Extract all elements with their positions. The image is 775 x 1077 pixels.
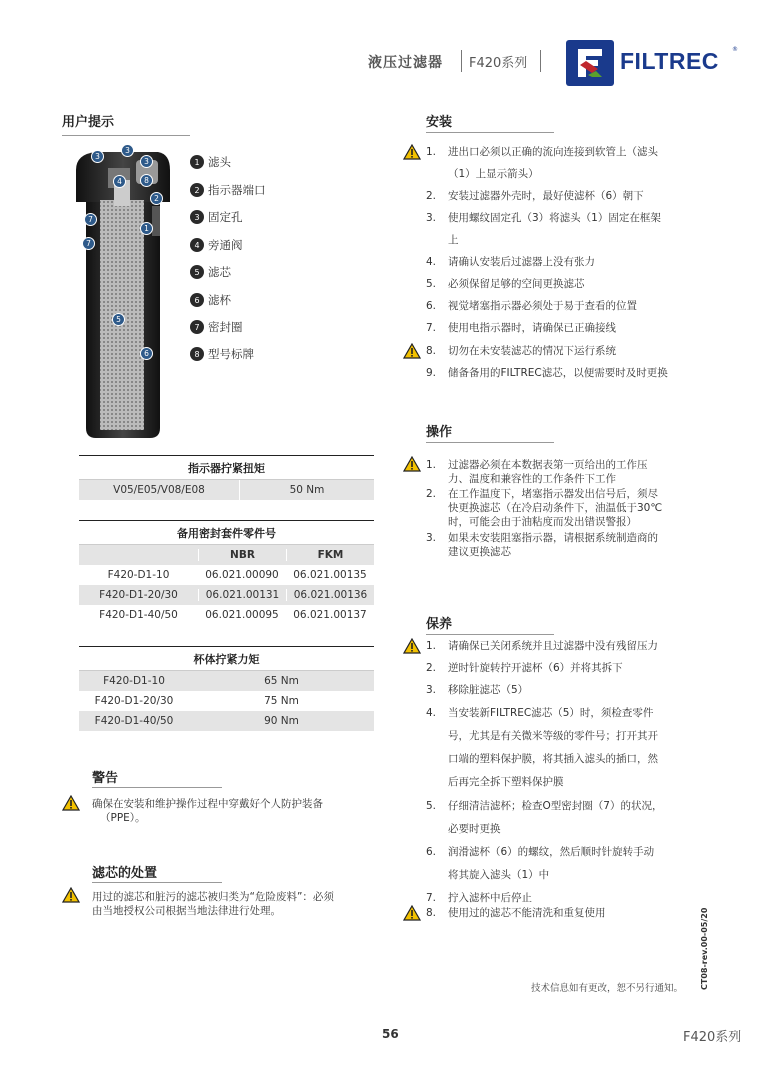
operation-title: 操作 (426, 425, 453, 440)
install-item-cont: 上 (448, 234, 459, 246)
filter-diagram (62, 140, 182, 442)
install-title: 安装 (426, 115, 453, 130)
brand-name: FILTREC (620, 48, 719, 74)
warning-triangle-icon (62, 795, 80, 811)
maintenance-item-cont: 口端的塑料保护膜，将其插入滤头的插口，然 (448, 753, 658, 765)
table-row: F420-D1-10 65 Nm (79, 671, 374, 691)
maintenance-item-cont: 号，尤其是有关微米等级的零件号；打开其开 (448, 730, 658, 742)
filtrec-logo-icon (566, 40, 614, 86)
diagram-marker: 7 (82, 237, 95, 250)
operation-item: 2. 在工作温度下，堵塞指示器发出信号后，须尽 快更换滤芯（在冷启动条件下，油温低于30℃ 时，可能会由于油粘度而发出错误警报） (426, 488, 663, 528)
diagram-marker: 3 (140, 155, 153, 168)
legend-item: 2 指示器端口 (190, 182, 266, 198)
filtrec-f-icon (574, 47, 606, 79)
diagram-marker: 7 (84, 213, 97, 226)
diagram-marker: 3 (91, 150, 104, 163)
operation-item: 1. 过滤器必须在本数据表第一页给出的工作压 力、温度和兼容性的工作条件下工作 (426, 459, 648, 485)
maintenance-item-cont: 必要时更换 (448, 823, 501, 835)
install-item: 8. 切勿在未安装滤芯的情况下运行系统 (426, 345, 616, 357)
legend-item: 3 固定孔 (190, 209, 243, 225)
disposal-text: 用过的滤芯和脏污的滤芯被归类为“危险废料”：必须 由当地授权公司根据当地法律进行处理。 (92, 891, 334, 917)
maintenance-item: 5. 仔细清洁滤杯；检查O型密封圈（7）的状况， (426, 800, 663, 812)
diagram-marker: 2 (150, 192, 163, 205)
warning-title: 警告 (92, 771, 119, 786)
header-divider (461, 50, 462, 72)
table-row: F420-D1-40/50 06.021.00095 06.021.00137 (99, 609, 367, 621)
footer-series: F420系列 (683, 1030, 742, 1045)
install-item: 9. 储备备用的FILTREC滤芯，以便需要时及时更换 (426, 367, 668, 379)
install-item: 6. 视觉堵塞指示器必须处于易于查看的位置 (426, 300, 637, 312)
table-title: 杯体拧紧力矩 (79, 647, 374, 671)
maintenance-item: 3. 移除脏滤芯（5） (426, 684, 529, 696)
section-underline (62, 135, 190, 136)
header-title: 液压过滤器 (368, 55, 443, 71)
install-item: 1. 进出口必须以正确的流向连接到软管上（滤头 (426, 146, 658, 158)
diagram-marker: 6 (140, 347, 153, 360)
maintenance-item: 2. 逆时针旋转拧开滤杯（6）并将其拆下 (426, 662, 623, 674)
warning-text: 确保在安装和维护操作过程中穿戴好个人防护装备 （PPE）。 (92, 798, 323, 824)
table-row: V05/E05/V08/E08 50 Nm (79, 480, 374, 500)
registered-mark: ® (732, 46, 738, 53)
page-number: 56 (382, 1027, 399, 1041)
diagram-marker: 5 (112, 313, 125, 326)
maintenance-item: 8. 使用过的滤芯不能清洗和重复使用 (426, 907, 606, 919)
user-tips-title: 用户提示 (62, 115, 115, 130)
warning-triangle-icon (403, 343, 421, 359)
warning-triangle-icon (403, 905, 421, 921)
warning-triangle-icon (62, 887, 80, 903)
maintenance-item-cont: 后再完全拆下塑料保护膜 (448, 776, 564, 788)
maintenance-title: 保养 (426, 617, 453, 632)
page-header (0, 34, 775, 90)
warning-triangle-icon (403, 456, 421, 472)
maintenance-item-cont: 将其旋入滤头（1）中 (448, 869, 550, 881)
table-header-row: NBR FKM (79, 545, 374, 565)
maintenance-item: 7. 拧入滤杯中后停止 (426, 892, 532, 904)
section-underline (92, 882, 222, 883)
disposal-title: 滤芯的处置 (92, 866, 158, 881)
maintenance-item: 6. 润滑滤杯（6）的螺纹，然后顺时针旋转手动 (426, 846, 655, 858)
table-title: 备用密封套件零件号 (79, 521, 374, 545)
table-row: F420-D1-20/30 75 Nm (94, 695, 299, 707)
section-underline (426, 132, 554, 133)
bowl-torque-table (79, 646, 374, 731)
section-underline (426, 442, 554, 443)
table-row: F420-D1-20/30 06.021.00131 06.021.00136 (79, 585, 374, 605)
revision-code: CT08-rev.00-05/20 (700, 907, 709, 990)
legend-item: 6 滤杯 (190, 292, 231, 308)
table-row: F420-D1-10 06.021.00090 06.021.00135 (107, 569, 367, 581)
diagram-marker: 8 (140, 174, 153, 187)
header-divider (540, 50, 541, 72)
legend-item: 7 密封圈 (190, 319, 243, 335)
warning-triangle-icon (403, 638, 421, 654)
diagram-marker: 3 (121, 144, 134, 157)
warning-triangle-icon (403, 144, 421, 160)
table-title: 指示器拧紧扭矩 (79, 456, 374, 480)
disclaimer-note: 技术信息如有更改，恕不另行通知。 (531, 983, 684, 994)
install-item-cont: （1）上显示箭头） (448, 168, 539, 180)
diagram-marker: 1 (140, 222, 153, 235)
install-item: 2. 安装过滤器外壳时，最好使滤杯（6）朝下 (426, 190, 644, 202)
install-item: 3. 使用螺纹固定孔（3）将滤头（1）固定在框架 (426, 212, 661, 224)
legend-item: 4 旁通阀 (190, 237, 243, 253)
legend-item: 8 型号标牌 (190, 346, 254, 362)
indicator-torque-table (79, 455, 374, 500)
section-underline (92, 787, 222, 788)
legend-item: 5 滤芯 (190, 264, 231, 280)
maintenance-item: 4. 当安装新FILTREC滤芯（5）时，须检查零件 (426, 707, 654, 719)
seal-kit-table (79, 520, 374, 625)
operation-item: 3. 如果未安装阻塞指示器，请根据系统制造商的 建议更换滤芯 (426, 532, 658, 558)
install-item: 5. 必须保留足够的空间更换滤芯 (426, 278, 585, 290)
maintenance-item: 1. 请确保已关闭系统并且过滤器中没有残留压力 (426, 640, 658, 652)
legend-item: 1 滤头 (190, 154, 231, 170)
table-row: F420-D1-40/50 90 Nm (79, 711, 374, 731)
header-series: F420系列 (469, 56, 528, 71)
install-item: 7. 使用电指示器时，请确保已正确接线 (426, 322, 616, 334)
diagram-marker: 4 (113, 175, 126, 188)
install-item: 4. 请确认安装后过滤器上没有张力 (426, 256, 595, 268)
